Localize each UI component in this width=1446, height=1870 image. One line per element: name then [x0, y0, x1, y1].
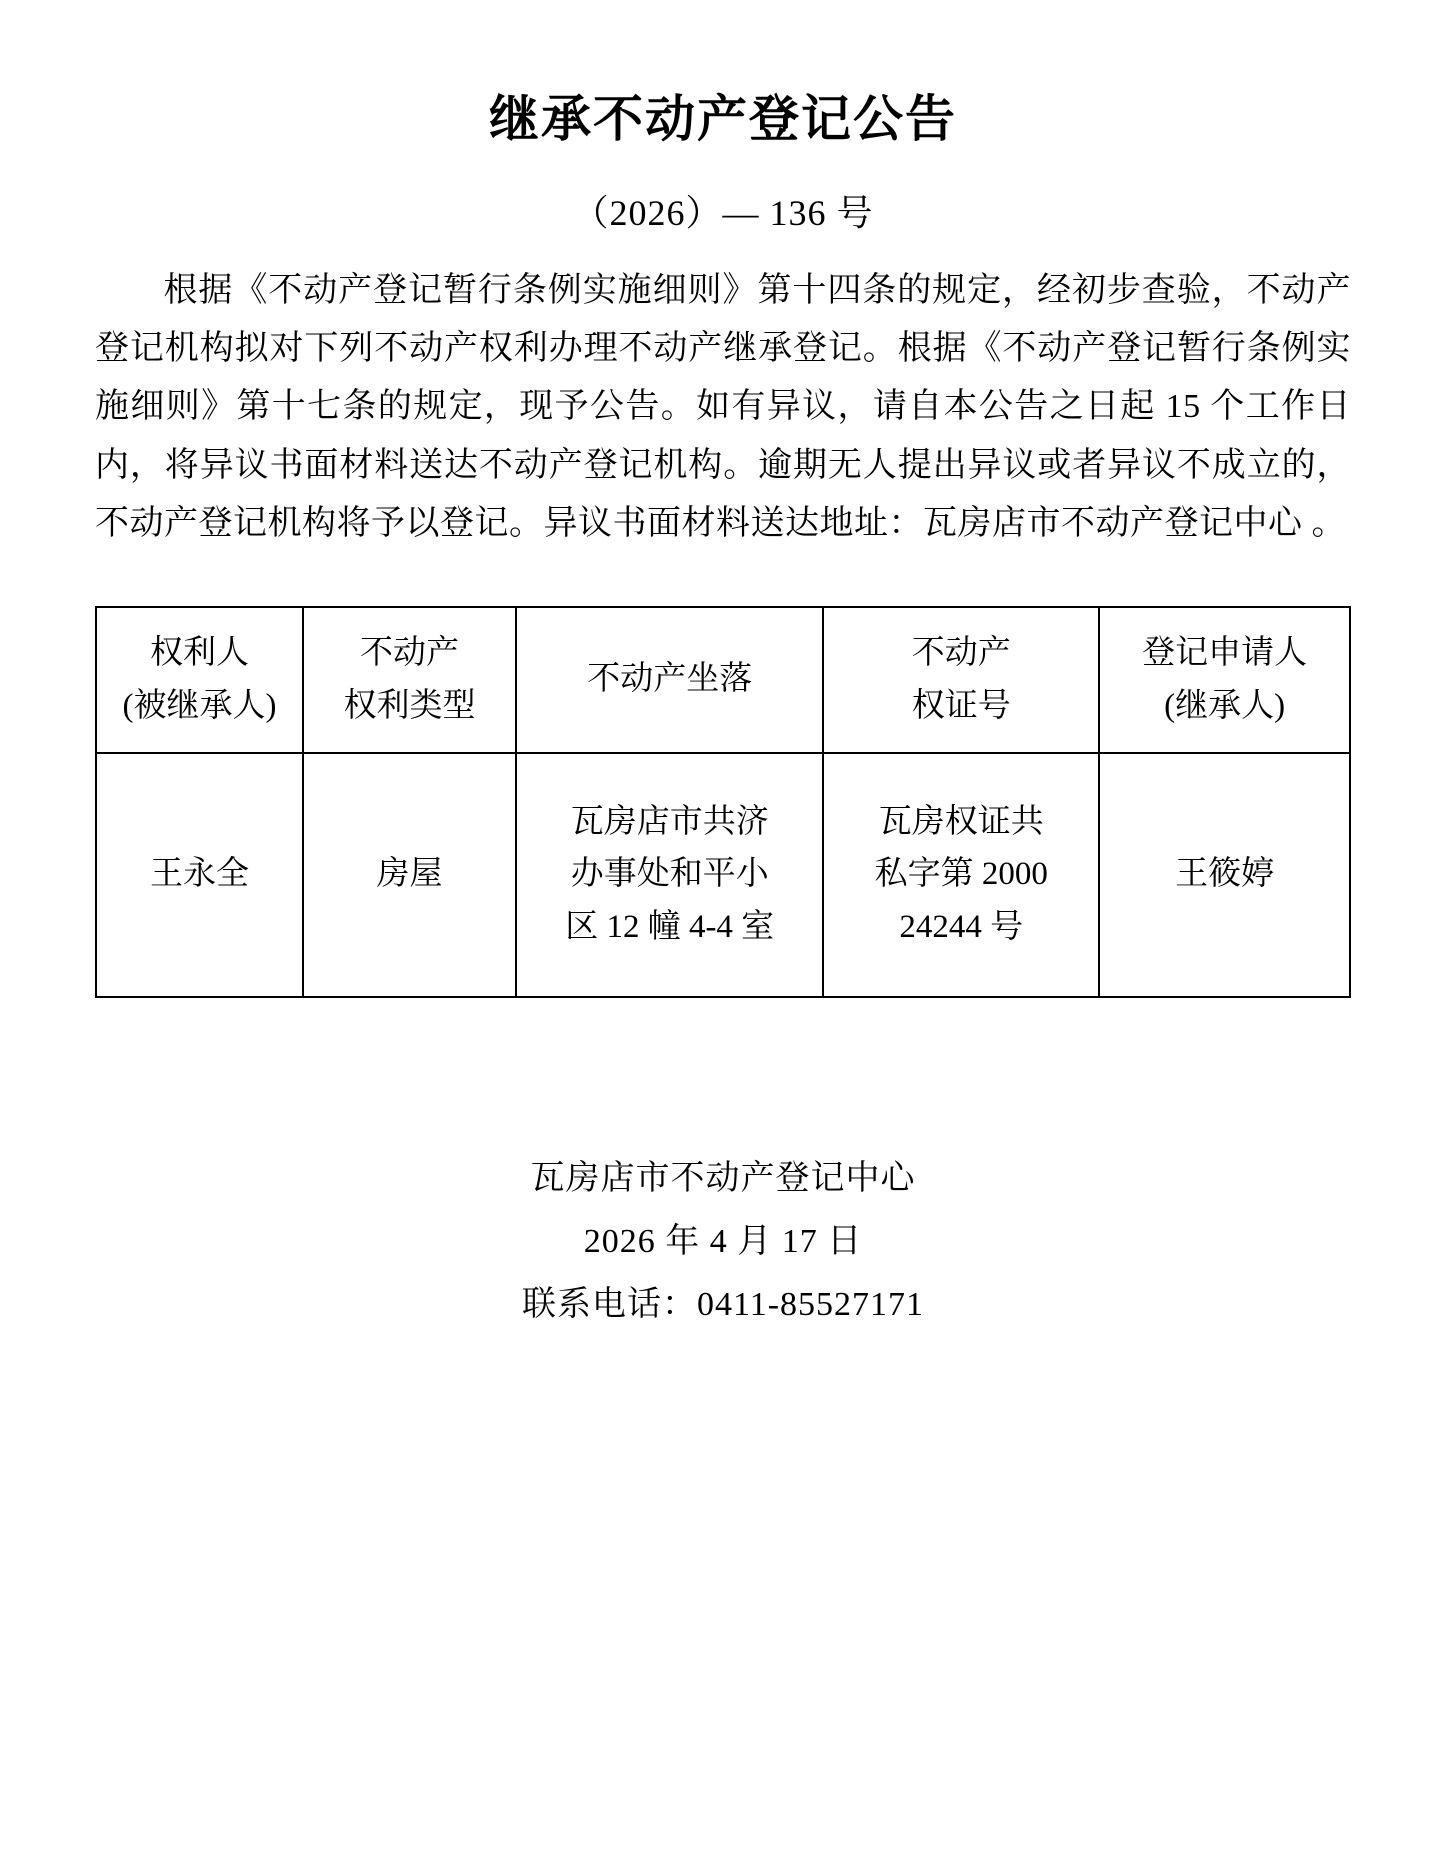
document-number: （2026）— 136 号 [572, 192, 874, 233]
footer-contact: 联系电话：0411-85527171 [521, 1285, 925, 1323]
property-table [95, 606, 1351, 998]
column-header-certificate-number: 不动产 权证号 [823, 607, 1099, 753]
column-header-rights-holder: 权利人 (被继承人) [96, 607, 303, 753]
announcement-paragraph: 根据《不动产登记暂行条例实施细则》第十四条的规定，经初步查验，不动产登记机构拟对下列不动产权利办理不动产继承登记。根据《不动产登记暂行条例实施细则》第十七条的规定，现予公告。如有异议，请自本公告之日起 15 个工作日内，将异议书面材料送达不动产登记机构。逾期无人提出异议或者异议不成立的，不动产登记机构将予以登记。异议书面材料送达地址：瓦房店市不动产登记中心 。 [95, 271, 1351, 543]
cell-rights-holder: 王永全 [96, 753, 303, 997]
cell-certificate-number: 瓦房权证共 私字第 2000 24244 号 [823, 753, 1099, 997]
cell-location: 瓦房店市共济 办事处和平小 区 12 幢 4-4 室 [516, 753, 823, 997]
footer-issuer: 瓦房店市不动产登记中心 [530, 1159, 916, 1197]
column-header-location: 不动产坐落 [516, 607, 823, 753]
table-header-row [96, 607, 1350, 753]
cell-applicant: 王筱婷 [1099, 753, 1350, 997]
document-footer [95, 1148, 1351, 1337]
cell-property-type: 房屋 [303, 753, 516, 997]
column-header-property-type: 不动产 权利类型 [303, 607, 516, 753]
page-title: 继承不动产登记公告 [489, 91, 957, 147]
table-row [96, 753, 1350, 997]
footer-date: 2026 年 4 月 17 日 [583, 1222, 863, 1260]
column-header-applicant: 登记申请人 (继承人) [1099, 607, 1350, 753]
announcement-body [95, 262, 1351, 554]
